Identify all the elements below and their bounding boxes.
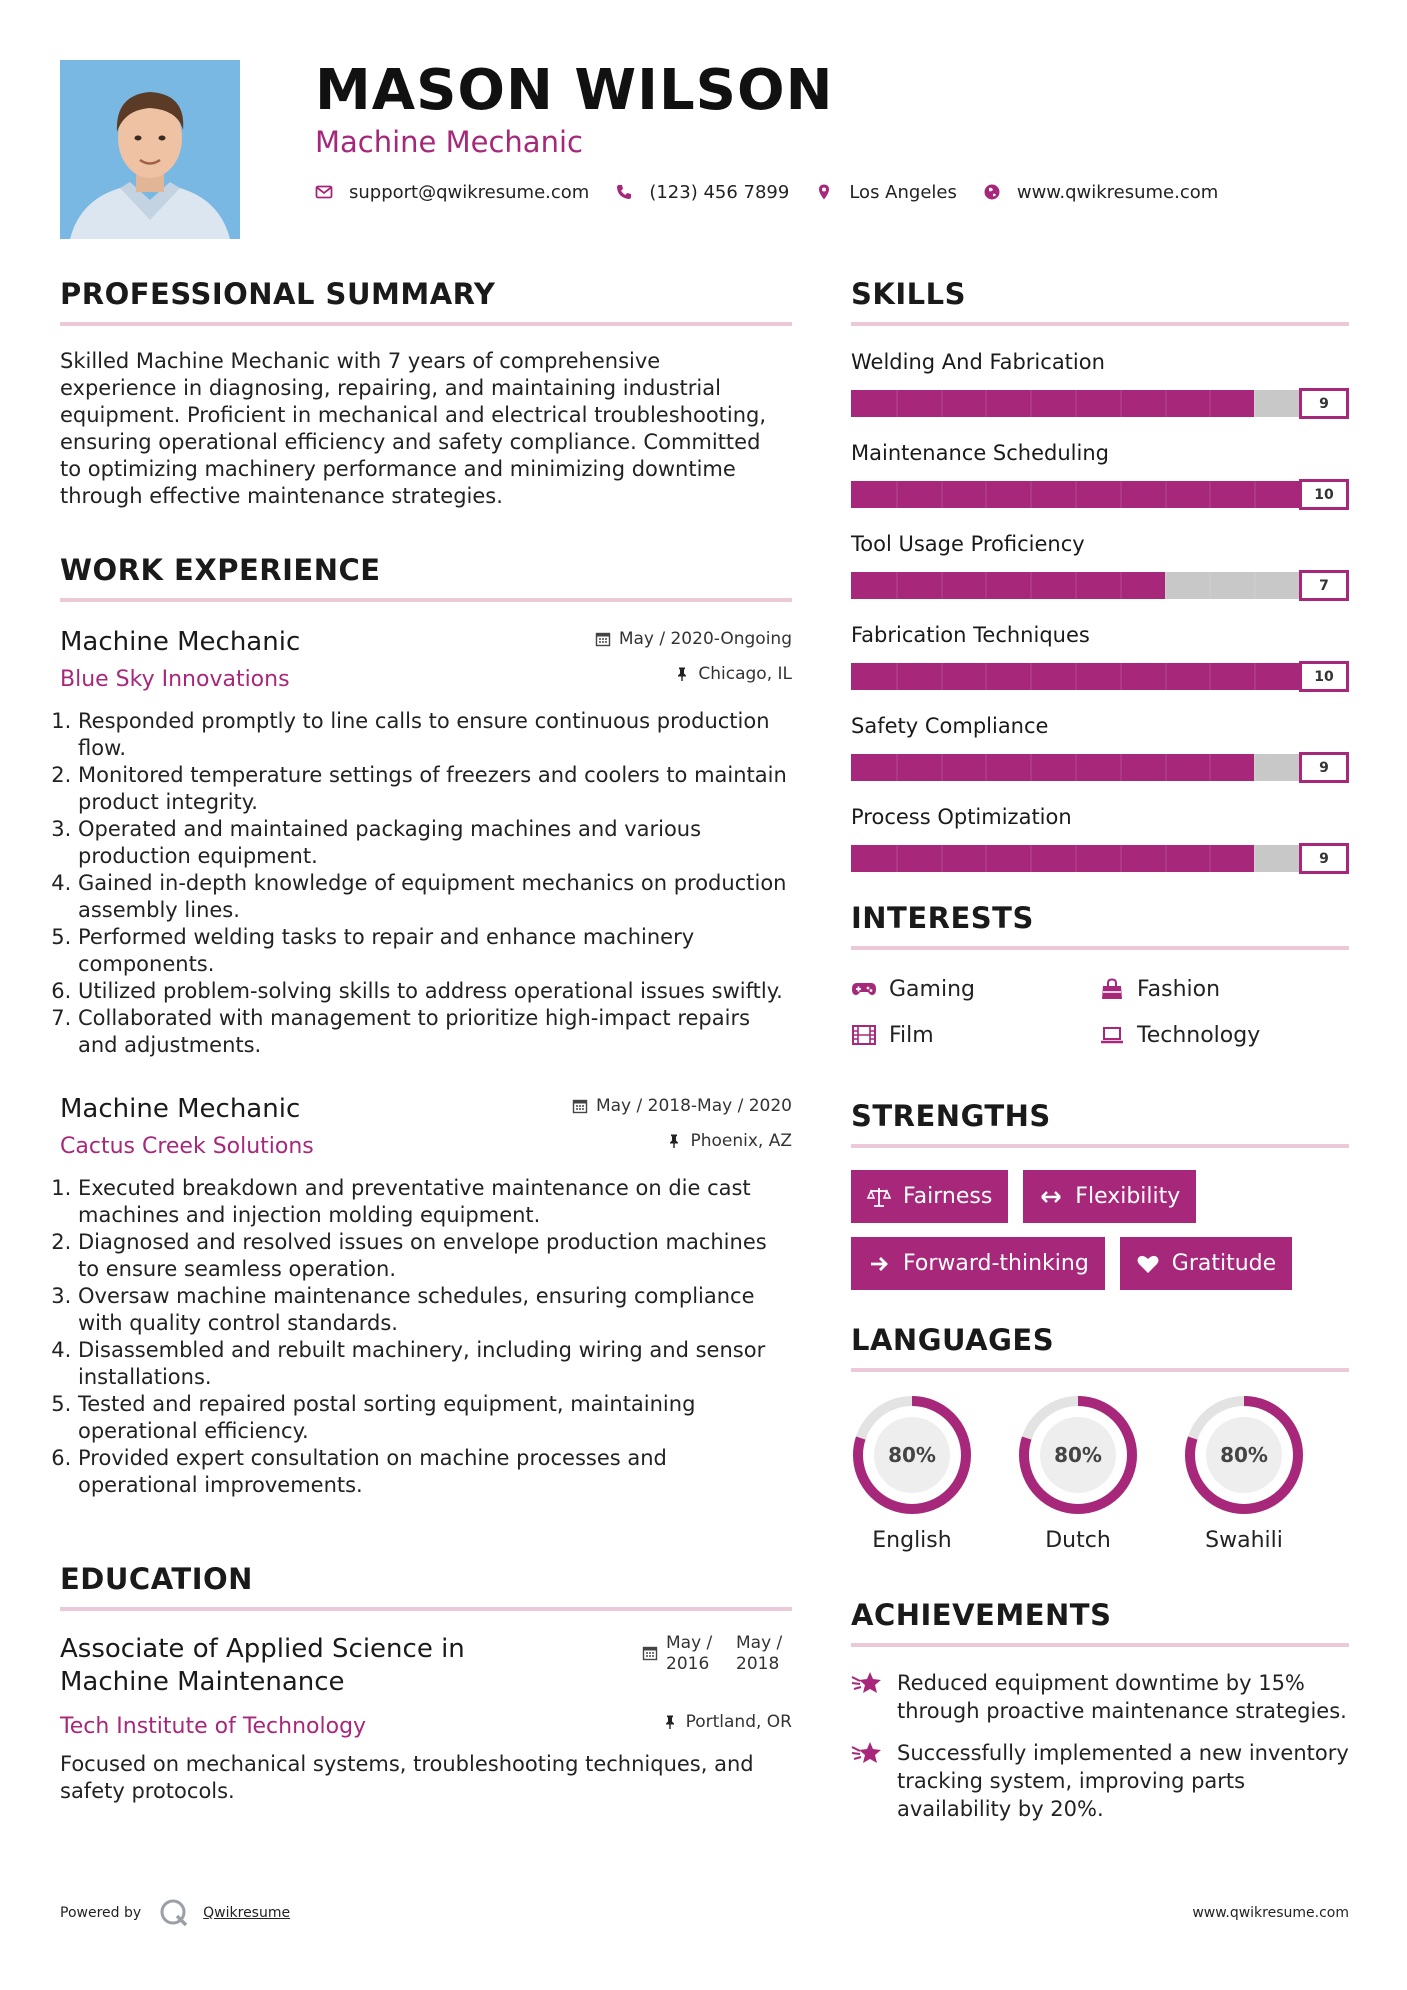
skill-bar-fill xyxy=(851,754,1254,781)
skill-score: 9 xyxy=(1299,388,1349,419)
skill-bar-segment xyxy=(1075,663,1077,690)
skill-bar-segment xyxy=(1254,572,1256,599)
envelope-icon xyxy=(315,183,333,201)
skill-bar-segment xyxy=(896,390,898,417)
language-ring xyxy=(851,1394,973,1516)
language-item xyxy=(1017,1394,1139,1553)
skill-name: Process Optimization xyxy=(851,805,1072,829)
heart-icon xyxy=(1136,1252,1160,1276)
education-section xyxy=(60,1555,792,1805)
skill-bar-segment xyxy=(941,481,943,508)
skill-bar-segment xyxy=(1165,845,1167,872)
language-item xyxy=(851,1394,973,1553)
strength-tag xyxy=(1023,1170,1196,1223)
skill-bar-segment xyxy=(1120,390,1122,417)
skill-bar xyxy=(851,570,1349,601)
skill-bar-segment xyxy=(1075,754,1077,781)
skill-bar-segment xyxy=(1075,572,1077,599)
skill-bar-segment xyxy=(1120,572,1122,599)
summary-text: Skilled Machine Mechanic with 7 years of comprehensive experience in diagnosing, repairing, and maintaining industrial equipment. Proficient in mechanical and electrical troubleshooting, ensuring operational efficiency and safety compliance. Committed to optimizing machinery performance and minimizing downtime through effective maintenance strategies. xyxy=(60,349,767,508)
skill-bar-segment xyxy=(941,754,943,781)
skill-bar-segment xyxy=(1165,390,1167,417)
skill-bar-segment xyxy=(1165,754,1167,781)
interest-gaming xyxy=(851,972,1099,1006)
job-dates: May / 2020-Ongoing xyxy=(618,629,792,649)
skill-name: Tool Usage Proficiency xyxy=(851,532,1085,556)
calendar-icon xyxy=(572,1098,588,1114)
skill-bar-segment xyxy=(1030,572,1032,599)
skill-bar-segment xyxy=(1120,663,1122,690)
footer-url[interactable]: www.qwikresume.com xyxy=(1192,1905,1349,1921)
experience-section xyxy=(60,546,792,1499)
contact-location xyxy=(815,182,957,203)
strength-tag xyxy=(851,1170,1008,1223)
skill-item xyxy=(851,712,1349,783)
education-description: Focused on mechanical systems, troubleshooting techniques, and safety protocols. xyxy=(60,1752,754,1803)
achievements-section xyxy=(851,1591,1349,1823)
calendar-icon xyxy=(642,1645,658,1661)
skill-bar-segment xyxy=(1209,390,1211,417)
skill-bar-segment xyxy=(1165,572,1167,599)
strength-tag xyxy=(1120,1237,1292,1290)
language-name: English xyxy=(872,1528,952,1553)
language-name: Swahili xyxy=(1205,1528,1283,1553)
right-column xyxy=(851,270,1349,1837)
edu-location: Portland, OR xyxy=(685,1712,792,1732)
contact-location-text: Los Angeles xyxy=(849,181,957,203)
strengths-list xyxy=(851,1170,1349,1290)
achievement-item xyxy=(851,1739,1349,1823)
skill-bar xyxy=(851,479,1349,510)
skill-bar-segment xyxy=(1254,845,1256,872)
section-title: PROFESSIONAL SUMMARY xyxy=(60,277,496,311)
language-name: Dutch xyxy=(1045,1528,1111,1553)
skill-bar-segment xyxy=(985,754,987,781)
phone-icon xyxy=(615,183,633,201)
skill-bar-segment xyxy=(1120,754,1122,781)
strengths-section xyxy=(851,1092,1349,1290)
skill-bar-fill xyxy=(851,572,1165,599)
skill-bar-segment xyxy=(1165,663,1167,690)
skill-bar-segment xyxy=(1030,663,1032,690)
strength-label: Flexibility xyxy=(1075,1184,1181,1209)
footer-powered-by xyxy=(60,1898,290,1928)
skill-bar-segment xyxy=(1120,845,1122,872)
skill-bar xyxy=(851,388,1349,419)
strength-label: Gratitude xyxy=(1171,1251,1277,1276)
skill-bar-segment xyxy=(1209,481,1211,508)
skill-bar-segment xyxy=(1030,754,1032,781)
section-title: EDUCATION xyxy=(60,1562,253,1596)
section-divider xyxy=(60,598,792,602)
skill-bar-segment xyxy=(941,390,943,417)
section-title: STRENGTHS xyxy=(851,1099,1051,1133)
duty-item: 7. Collaborated with management to prioritize high-impact repairs and adjustments. xyxy=(78,1005,792,1059)
skills-list xyxy=(851,348,1349,874)
duty-item: 1. Executed breakdown and preventative maintenance on die cast machines and injection molding equipment. xyxy=(78,1175,792,1229)
skill-bar-segment xyxy=(1209,663,1211,690)
shooting-star-icon xyxy=(851,1739,883,1767)
contact-phone[interactable] xyxy=(615,182,789,203)
degree-title: Associate of Applied Science in Machine Maintenance xyxy=(60,1634,465,1697)
skill-score: 9 xyxy=(1299,843,1349,874)
interests-section xyxy=(851,894,1349,1052)
job-title: Machine Mechanic xyxy=(60,627,301,657)
skill-bar-segment xyxy=(1165,481,1167,508)
job-title: Machine Mechanic xyxy=(60,1094,301,1124)
duty-item: 5. Performed welding tasks to repair and enhance machinery components. xyxy=(78,924,792,978)
skill-name: Welding And Fabrication xyxy=(851,350,1105,374)
duty-item: 2. Diagnosed and resolved issues on envelope production machines to ensure seamless operation. xyxy=(78,1229,792,1283)
candidate-title: Machine Mechanic xyxy=(315,125,583,159)
section-divider xyxy=(60,1607,792,1611)
job-location: Chicago, IL xyxy=(698,664,792,684)
job-duties xyxy=(60,1175,792,1499)
skill-item xyxy=(851,348,1349,419)
achievement-text: Reduced equipment downtime by 15% through proactive maintenance strategies. xyxy=(897,1671,1347,1723)
duty-item: 5. Tested and repaired postal sorting equipment, maintaining operational efficiency. xyxy=(78,1391,792,1445)
skill-bar-segment xyxy=(1075,845,1077,872)
shopping-bag-icon xyxy=(1099,978,1125,1000)
job-dates: May / 2018-May / 2020 xyxy=(595,1096,792,1116)
interest-label: Gaming xyxy=(889,976,975,1002)
language-level: 80% xyxy=(888,1443,936,1467)
section-divider xyxy=(851,322,1349,326)
section-divider xyxy=(60,322,792,326)
interest-label: Film xyxy=(889,1022,934,1048)
language-item xyxy=(1183,1394,1305,1553)
skill-item xyxy=(851,803,1349,874)
arrow-right-icon xyxy=(867,1252,891,1276)
skill-bar-segment xyxy=(896,845,898,872)
job-entry xyxy=(60,1091,792,1499)
contact-phone-text: (123) 456 7899 xyxy=(649,181,790,203)
skill-bar-segment xyxy=(1030,481,1032,508)
duty-item: 1. Responded promptly to line calls to ensure continuous production flow. xyxy=(78,708,792,762)
section-divider xyxy=(851,1368,1349,1372)
duty-item: 4. Disassembled and rebuilt machinery, including wiring and sensor installations. xyxy=(78,1337,792,1391)
skill-bar-segment xyxy=(1030,845,1032,872)
school-name: Tech Institute of Technology xyxy=(60,1714,367,1739)
achievement-item xyxy=(851,1669,1349,1725)
contact-website[interactable] xyxy=(983,182,1218,203)
strength-label: Forward-thinking xyxy=(903,1251,1089,1276)
job-duties xyxy=(60,708,792,1059)
language-level: 80% xyxy=(1054,1443,1102,1467)
arrows-horizontal-icon xyxy=(1039,1185,1063,1209)
interest-fashion xyxy=(1099,972,1349,1006)
contact-email[interactable] xyxy=(315,182,589,203)
skill-bar-segment xyxy=(1254,663,1256,690)
skill-bar xyxy=(851,843,1349,874)
section-title: LANGUAGES xyxy=(851,1323,1055,1357)
pushpin-icon xyxy=(662,1714,678,1730)
language-level: 80% xyxy=(1220,1443,1268,1467)
skill-bar-segment xyxy=(1075,390,1077,417)
contact-bar xyxy=(315,178,1244,206)
skill-bar-segment xyxy=(896,754,898,781)
gamepad-icon xyxy=(851,978,877,1000)
skill-name: Safety Compliance xyxy=(851,714,1049,738)
skill-bar-segment xyxy=(1254,390,1256,417)
strength-label: Fairness xyxy=(903,1184,993,1209)
duty-item: 4. Gained in-depth knowledge of equipment mechanics on production assembly lines. xyxy=(78,870,792,924)
skill-item xyxy=(851,439,1349,510)
duty-item: 3. Oversaw machine maintenance schedules, ensuring compliance with quality control standards. xyxy=(78,1283,792,1337)
skill-bar-segment xyxy=(1209,845,1211,872)
skill-bar-fill xyxy=(851,390,1254,417)
skill-item xyxy=(851,530,1349,601)
section-divider xyxy=(851,1643,1349,1647)
brand-link[interactable]: Qwikresume xyxy=(203,1905,291,1921)
interest-technology xyxy=(1099,1018,1349,1052)
skills-section xyxy=(851,270,1349,874)
skill-bar-segment xyxy=(985,390,987,417)
edu-start-date: May / 2016 xyxy=(666,1633,713,1674)
skill-bar-segment xyxy=(1254,481,1256,508)
language-ring xyxy=(1183,1394,1305,1516)
film-icon xyxy=(851,1024,877,1046)
contact-website-text: www.qwikresume.com xyxy=(1016,181,1219,203)
skill-score: 10 xyxy=(1299,479,1349,510)
skill-item xyxy=(851,621,1349,692)
skill-bar-fill xyxy=(851,845,1254,872)
languages-list xyxy=(851,1394,1349,1553)
skill-bar-segment xyxy=(985,845,987,872)
skill-score: 7 xyxy=(1299,570,1349,601)
skill-bar-segment xyxy=(985,572,987,599)
duty-item: 6. Provided expert consultation on machine processes and operational improvements. xyxy=(78,1445,792,1499)
skill-bar-segment xyxy=(985,481,987,508)
skill-bar xyxy=(851,752,1349,783)
skill-bar-segment xyxy=(985,663,987,690)
skill-bar-segment xyxy=(1030,390,1032,417)
pushpin-icon xyxy=(674,666,690,682)
section-title: ACHIEVEMENTS xyxy=(851,1598,1112,1632)
skill-name: Maintenance Scheduling xyxy=(851,441,1109,465)
achievement-text: Successfully implemented a new inventory tracking system, improving parts availability by 20%. xyxy=(897,1741,1349,1821)
skill-bar-segment xyxy=(896,481,898,508)
skill-bar-segment xyxy=(1120,481,1122,508)
duty-item: 3. Operated and maintained packaging machines and various production equipment. xyxy=(78,816,792,870)
interest-label: Technology xyxy=(1137,1022,1261,1048)
pushpin-icon xyxy=(666,1133,682,1149)
summary-section xyxy=(60,270,792,510)
section-divider xyxy=(851,1144,1349,1148)
calendar-icon xyxy=(595,631,611,647)
map-pin-icon xyxy=(815,183,833,201)
skill-bar-segment xyxy=(1254,754,1256,781)
qwikresume-logo-icon xyxy=(159,1898,189,1928)
section-title: WORK EXPERIENCE xyxy=(60,553,381,587)
languages-section xyxy=(851,1316,1349,1553)
skill-bar-segment xyxy=(1209,754,1211,781)
strength-tag xyxy=(851,1237,1105,1290)
contact-email-text: support@qwikresume.com xyxy=(349,181,590,203)
candidate-name: MASON WILSON xyxy=(315,58,834,123)
edu-end-date: May / 2018 xyxy=(736,1633,783,1674)
interest-film xyxy=(851,1018,1099,1052)
job-company: Blue Sky Innovations xyxy=(60,667,290,692)
language-ring xyxy=(1017,1394,1139,1516)
section-divider xyxy=(851,946,1349,950)
job-company: Cactus Creek Solutions xyxy=(60,1134,314,1159)
left-column xyxy=(60,270,792,1805)
skill-score: 10 xyxy=(1299,661,1349,692)
skill-bar-segment xyxy=(941,572,943,599)
skill-score: 9 xyxy=(1299,752,1349,783)
skill-bar-segment xyxy=(941,845,943,872)
section-title: SKILLS xyxy=(851,277,966,311)
job-location: Phoenix, AZ xyxy=(690,1131,792,1151)
powered-by-text: Powered by xyxy=(60,1905,142,1921)
skill-bar-segment xyxy=(1075,481,1077,508)
skill-bar xyxy=(851,661,1349,692)
skill-bar-segment xyxy=(896,572,898,599)
skill-name: Fabrication Techniques xyxy=(851,623,1090,647)
section-title: INTERESTS xyxy=(851,901,1034,935)
skill-bar-segment xyxy=(1209,572,1211,599)
interest-label: Fashion xyxy=(1137,976,1221,1002)
interests-grid xyxy=(851,972,1349,1052)
duty-item: 6. Utilized problem-solving skills to address operational issues swiftly. xyxy=(78,978,792,1005)
shooting-star-icon xyxy=(851,1669,883,1697)
laptop-icon xyxy=(1099,1024,1125,1046)
balance-scale-icon xyxy=(867,1185,891,1209)
skill-bar-segment xyxy=(896,663,898,690)
duty-item: 2. Monitored temperature settings of freezers and coolers to maintain product integrity. xyxy=(78,762,792,816)
job-entry xyxy=(60,624,792,1059)
profile-photo xyxy=(60,60,240,239)
skill-bar-segment xyxy=(941,663,943,690)
globe-icon xyxy=(983,183,1001,201)
